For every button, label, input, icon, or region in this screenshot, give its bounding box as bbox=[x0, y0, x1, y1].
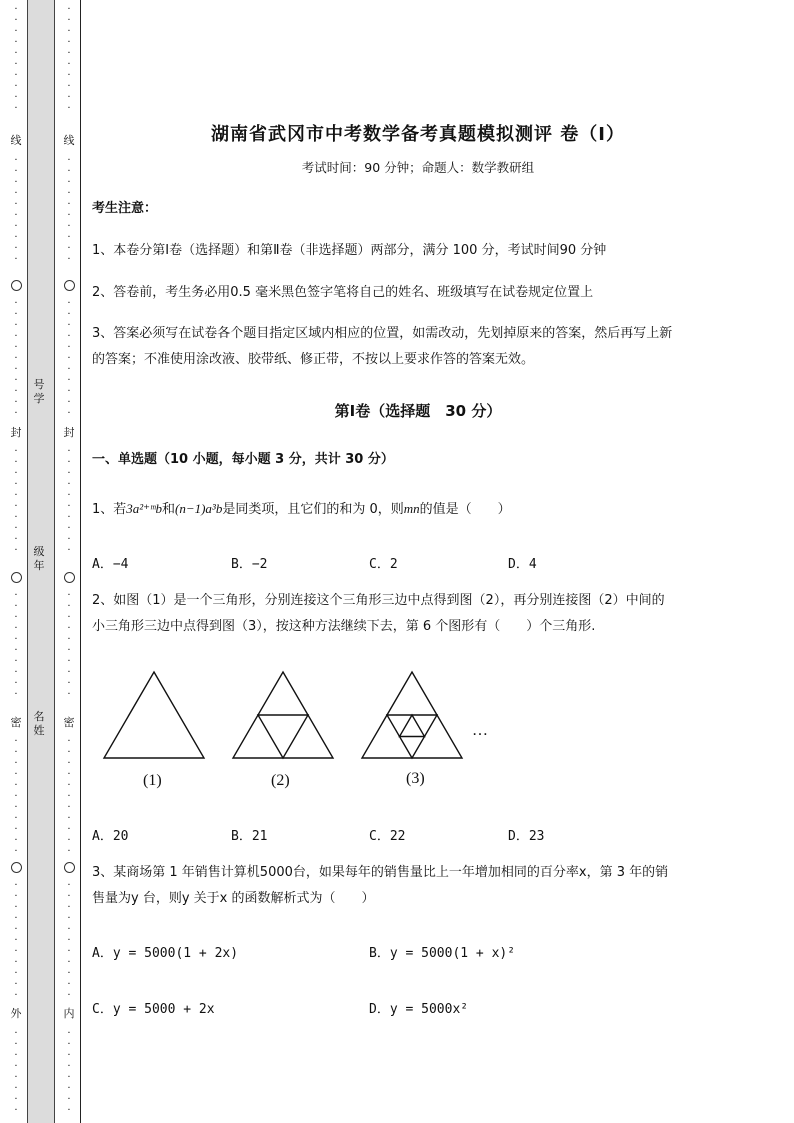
binding-strip bbox=[0, 0, 84, 1123]
outer-dotted-line: · · · · · · · · · · bbox=[14, 590, 18, 700]
q1-option-a[interactable]: A．−4 bbox=[92, 557, 129, 572]
question-3-line-1: 3、某商场第 1 年销售计算机5000台，如果每年的销售量比上一年增加相同的百分率x，第 3 年的销 bbox=[92, 865, 669, 880]
outer-dotted-line: · · · · · · · · · · · bbox=[14, 298, 18, 419]
inner-dotted-line: · · · · · · · · · · bbox=[67, 590, 71, 700]
field-grade: 级年 bbox=[33, 545, 45, 572]
q1-expr2: (n−1)a³b bbox=[174, 501, 223, 516]
q2-option-c[interactable]: C．22 bbox=[369, 829, 406, 844]
q1-suffix: 是同类项，且它们的和为 0，则 bbox=[222, 502, 404, 517]
inner-circle bbox=[64, 572, 75, 583]
q1-mid: 和 bbox=[161, 502, 175, 517]
cut-line bbox=[80, 0, 81, 1123]
q2-option-a[interactable]: A．20 bbox=[92, 829, 129, 844]
q1-var: mn bbox=[403, 501, 420, 516]
q3-option-a[interactable]: A．y = 5000(1 + 2x) bbox=[92, 946, 239, 961]
outer-dotted-line: · · · · · · · · · · bbox=[14, 4, 18, 114]
figure-ellipsis: … bbox=[472, 722, 488, 739]
outer-circle bbox=[11, 862, 22, 873]
figure-1-label: (1) bbox=[143, 772, 162, 789]
inner-label-mi: 密 bbox=[63, 716, 75, 729]
q2-option-d[interactable]: D．23 bbox=[508, 829, 545, 844]
page-title: 湖南省武冈市中考数学备考真题模拟测评 卷（Ⅰ） bbox=[211, 124, 625, 145]
outer-circle bbox=[11, 280, 22, 291]
question-2-line-1: 2、如图（1）是一个三角形，分别连接这个三角形三边中点得到图（2），再分别连接图（2）中间的 bbox=[92, 593, 665, 608]
figure-3-innermost bbox=[400, 715, 425, 737]
notice-item: 3、答案必须写在试卷各个题目指定区域内相应的位置，如需改动，先划掉原来的答案，然后再写上新 bbox=[92, 326, 673, 341]
inner-dotted-line: · · · · · · · · · · bbox=[67, 155, 71, 265]
part-heading: 一、单选题（10 小题，每小题 3 分，共计 30 分） bbox=[92, 452, 394, 467]
inner-circle bbox=[64, 280, 75, 291]
inner-label-feng: 封 bbox=[63, 426, 75, 439]
triangle-figures bbox=[100, 668, 500, 768]
outer-label-mi: 密 bbox=[10, 716, 22, 729]
inner-dotted-line: · · · · · · · · · · bbox=[67, 4, 71, 114]
q3-option-c[interactable]: C．y = 5000 + 2x bbox=[92, 1002, 215, 1017]
figure-2-label: (2) bbox=[271, 772, 290, 789]
outer-label-feng: 封 bbox=[10, 426, 22, 439]
page-subtitle: 考试时间：90 分钟；命题人：数学教研组 bbox=[301, 160, 535, 175]
notice-item: 2、答卷前，考生务必用0.5 毫米黑色签字笔将自己的姓名、班级填写在试卷规定位置上 bbox=[92, 285, 594, 300]
outer-dotted-line: · · · · · · · · · · · bbox=[14, 736, 18, 857]
q1-option-b[interactable]: B．−2 bbox=[231, 557, 268, 572]
q1-option-c[interactable]: C．2 bbox=[369, 557, 398, 572]
outer-dotted-line: · · · · · · · · · · · bbox=[14, 880, 18, 1001]
figure-3-label: (3) bbox=[406, 770, 425, 787]
outer-dotted-line: · · · · · · · · · · bbox=[14, 155, 18, 265]
section-title: 第Ⅰ卷（选择题 30 分） bbox=[334, 402, 502, 420]
notice-item-continued: 的答案；不准使用涂改液、胶带纸、修正带，不按以上要求作答的答案无效。 bbox=[92, 352, 535, 367]
inner-dotted-line: · · · · · · · · · · · bbox=[67, 298, 71, 419]
notice-heading: 考生注意： bbox=[92, 201, 158, 216]
inner-dotted-line: · · · · · · · · bbox=[67, 1028, 71, 1116]
outer-label-xian: 线 bbox=[10, 134, 22, 147]
inner-dotted-line: · · · · · · · · · · · bbox=[67, 880, 71, 1001]
inner-label-nei: 内 bbox=[63, 1007, 75, 1020]
q1-option-d[interactable]: D．4 bbox=[508, 557, 537, 572]
outer-circle bbox=[11, 572, 22, 583]
outer-label-wai: 外 bbox=[10, 1007, 22, 1020]
question-2-line-2: 小三角形三边中点得到图（3），按这种方法继续下去，第 6 个图形有（ ）个三角形. bbox=[92, 619, 596, 634]
outer-dotted-line: · · · · · · · · bbox=[14, 1028, 18, 1116]
q3-option-b[interactable]: B．y = 5000(1 + x)² bbox=[369, 946, 516, 961]
outer-dotted-line: · · · · · · · · · · bbox=[14, 446, 18, 556]
q2-option-b[interactable]: B．21 bbox=[231, 829, 268, 844]
q3-option-d[interactable]: D．y = 5000x² bbox=[369, 1002, 469, 1017]
q1-prefix: 1、若 bbox=[92, 502, 127, 517]
inner-label-xian: 线 bbox=[63, 134, 75, 147]
question-1 bbox=[92, 496, 511, 523]
q1-end: 的值是（ ） bbox=[419, 502, 511, 517]
q1-expr1: 3a²⁺ᵐb bbox=[126, 501, 162, 516]
figure-1-triangle bbox=[104, 672, 204, 758]
notice-item: 1、本卷分第Ⅰ卷（选择题）和第Ⅱ卷（非选择题）两部分，满分 100 分，考试时间90 分钟 bbox=[92, 243, 607, 258]
figure-2-inner bbox=[258, 715, 308, 758]
inner-dotted-line: · · · · · · · · · · bbox=[67, 446, 71, 556]
inner-dotted-line: · · · · · · · · · · · bbox=[67, 736, 71, 857]
field-student-id: 号学 bbox=[33, 378, 45, 405]
field-name: 名姓 bbox=[33, 710, 45, 737]
question-3-line-2: 售量为y 台，则y 关于x 的函数解析式为（ ） bbox=[92, 891, 375, 906]
inner-circle bbox=[64, 862, 75, 873]
